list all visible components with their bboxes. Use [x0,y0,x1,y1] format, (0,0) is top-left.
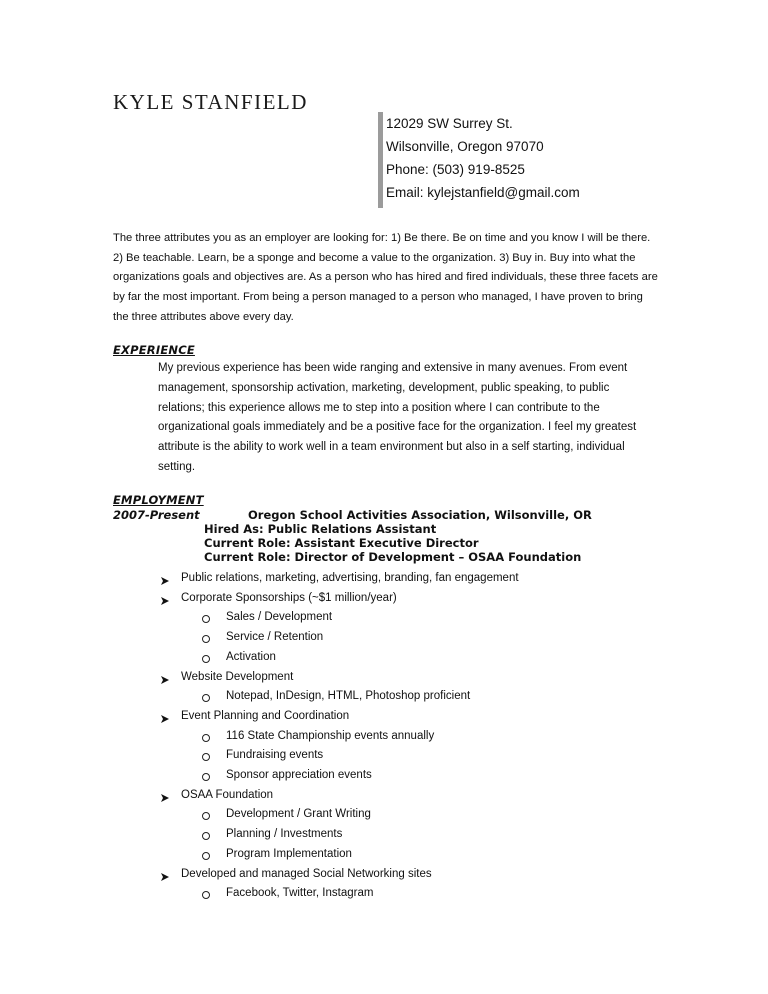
contact-phone: Phone: (503) 919-8525 [386,162,525,177]
contact-email: Email: kylejstanfield@gmail.com [386,185,580,200]
employment-heading: EMPLOYMENT [113,493,204,507]
experience-heading: EXPERIENCE [113,343,195,357]
experience-paragraph: My previous experience has been wide ranging and extensive in many avenues. From event management, sponsorship activation, marketing, development, public speaking, to public relations; this experience allows me to step into a position where I can contribute to the organizational goals immediately and be a positive face for the organization. I feel my greatest attribute is the ability to work well in a team environment but also in a self starting, individual setting. [158,362,637,473]
employer-name: Oregon School Activities Association, Wilsonville, OR [248,508,592,522]
arrow-bullet-icon [160,869,170,879]
employment-sub-bullet: Sponsor appreciation events [226,769,372,781]
employment-sub-bullet: Service / Retention [226,631,324,644]
employment-sub-bullet: Facebook, Twitter, Instagram [226,887,374,900]
employment-bullet: Event Planning and Coordination [181,709,350,722]
circle-bullet-icon [202,891,210,899]
circle-bullet-icon [202,635,210,643]
circle-bullet-icon [202,655,210,663]
employment-sub-bullet: Program Implementation [226,847,352,860]
employment-sub-bullet: 116 State Championship events annually [226,729,435,742]
circle-bullet-icon [202,812,210,820]
current-role-2: Current Role: Director of Development – OSAA Foundation [204,550,582,564]
arrow-bullet-icon [160,672,170,682]
contact-address: 12029 SW Surrey St. [386,116,513,131]
circle-bullet-icon [202,773,210,781]
circle-bullet-icon [202,753,210,761]
circle-bullet-icon [202,734,210,742]
employment-dates: 2007-Present [113,508,200,522]
circle-bullet-icon [202,832,210,840]
hired-as-role: Hired As: Public Relations Assistant [204,522,437,536]
employment-bullet: Corporate Sponsorships (~$1 million/year) [181,591,397,604]
applicant-name: KYLE STANFIELD [113,90,308,114]
arrow-bullet-icon [160,593,170,603]
employment-sub-bullet: Notepad, InDesign, HTML, Photoshop proficient [226,690,471,703]
employment-bullet: Website Development [181,670,294,683]
employment-sub-bullet: Planning / Investments [226,828,343,841]
circle-bullet-icon [202,852,210,860]
contact-block [378,112,676,208]
arrow-bullet-icon [160,573,170,583]
employment-bullet: Public relations, marketing, advertising, branding, fan engagement [181,572,519,584]
arrow-bullet-icon [160,711,170,721]
circle-bullet-icon [202,694,210,702]
employment-sub-bullet: Development / Grant Writing [226,808,371,821]
arrow-bullet-icon [160,790,170,800]
employment-sub-bullet: Sales / Development [226,611,333,624]
employment-bullet: OSAA Foundation [181,788,274,801]
employment-sub-bullet: Fundraising events [226,749,324,762]
current-role-1: Current Role: Assistant Executive Director [204,536,479,550]
circle-bullet-icon [202,615,210,623]
contact-city: Wilsonville, Oregon 97070 [386,139,544,154]
summary-paragraph: The three attributes you as an employer are looking for: 1) Be there. Be on time and you know I will be there. 2) Be teachable. Learn, be a sponge and become a value to the organization. 3) Buy in. Buy into what the organizations goals and objectives are. As a person who has hired and fired individuals, these three facets are by far the most important. From being a person managed to a person who managed, I have proven to bring the three attributes above every day. [113,232,658,323]
employment-bullet: Developed and managed Social Networking sites [181,867,432,880]
employment-sub-bullet: Activation [226,650,276,663]
